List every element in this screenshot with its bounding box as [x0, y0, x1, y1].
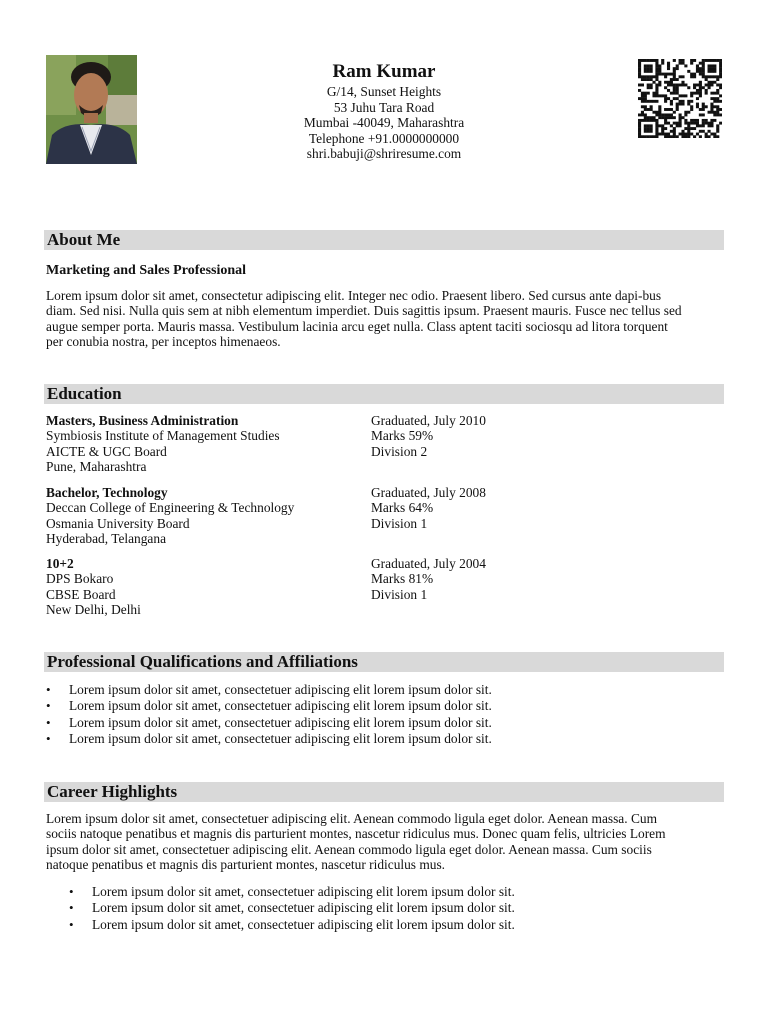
location: Hyderabad, Telangana: [46, 531, 167, 547]
career-line: Lorem ipsum dolor sit amet, consectetuer adipiscing elit. Aenean commodo ligula eget dolor. Aenean massa. Cum: [46, 811, 657, 826]
contact-header: [200, 60, 568, 162]
board: AICTE & UGC Board: [46, 443, 167, 459]
about-line: per conubia nostra, per inceptos himenaeos.: [46, 334, 281, 350]
list-item: • Lorem ipsum dolor sit amet, consectetuer adipiscing elit lorem ipsum dolor sit.: [92, 917, 712, 933]
location: Pune, Maharashtra: [46, 459, 147, 475]
institution: Deccan College of Engineering & Technology: [46, 500, 295, 516]
professional-headline: Marketing and Sales Professional: [46, 263, 247, 278]
telephone: Telephone +91.0000000000: [308, 130, 460, 146]
about-line: augue semper porta. Mauris massa. Vestibulum lacinia arcu eget nulla. Class aptent taciti sociosqu ad litora torquent: [46, 318, 668, 334]
institution: Symbiosis Institute of Management Studies: [46, 428, 280, 444]
graduation-date: Graduated, July 2004: [371, 556, 486, 571]
address-line: 53 Juhu Tara Road: [333, 99, 435, 115]
board: Osmania University Board: [46, 515, 190, 531]
division: Division 1: [371, 586, 428, 602]
education-details-bachelor: [371, 485, 671, 531]
career-line: natoque penatibus et magnis dis parturient montes, nascetur ridiculus mus.: [46, 857, 446, 873]
location: New Delhi, Delhi: [46, 602, 141, 618]
marks: Marks 59%: [371, 428, 434, 444]
degree: 10+2: [46, 556, 74, 571]
career-line: sociis natoque penatibus et magnis dis parturient montes, nascetur ridiculus mus. Donec quam felis, ultricies Lorem: [46, 826, 666, 842]
about-line: diam. Sed nisi. Nulla quis sem at nibh elementum imperdiet. Duis sagittis ipsum. Praesent mauris. Fusce nec tellus sed: [46, 303, 682, 319]
graduation-date: Graduated, July 2010: [371, 413, 486, 428]
address-line: G/14, Sunset Heights: [326, 84, 442, 99]
section-heading-qualifications: Professional Qualifications and Affiliations: [44, 652, 724, 672]
list-item: • Lorem ipsum dolor sit amet, consectetuer adipiscing elit lorem ipsum dolor sit.: [69, 715, 719, 731]
career-summary: [46, 811, 726, 873]
qualifications-list: [69, 682, 719, 747]
marks: Marks 81%: [371, 571, 434, 587]
list-item: • Lorem ipsum dolor sit amet, consectetuer adipiscing elit lorem ipsum dolor sit.: [92, 900, 712, 916]
email-address[interactable]: shri.babuji@shriresume.com: [306, 146, 462, 161]
qr-code-image: [638, 59, 722, 138]
list-item: • Lorem ipsum dolor sit amet, consectetuer adipiscing elit lorem ipsum dolor sit.: [69, 698, 719, 714]
graduation-date: Graduated, July 2008: [371, 485, 486, 500]
career-highlights-list: [92, 884, 712, 933]
profile-photo: [46, 55, 137, 164]
candidate-name: Ram Kumar: [332, 61, 436, 82]
section-heading-about: About Me: [44, 230, 724, 250]
degree: Masters, Business Administration: [46, 413, 239, 428]
section-heading-education: Education: [44, 384, 724, 404]
education-entry-masters: [46, 413, 366, 475]
degree: Bachelor, Technology: [46, 485, 168, 500]
institution: DPS Bokaro: [46, 571, 114, 587]
career-line: ipsum dolor sit amet, consectetuer adipiscing elit. Aenean commodo ligula eget dolor. Aenean massa. Cum sociis: [46, 841, 652, 857]
division: Division 2: [371, 443, 428, 459]
qr-code: [638, 59, 722, 138]
list-item: • Lorem ipsum dolor sit amet, consectetuer adipiscing elit lorem ipsum dolor sit.: [92, 884, 712, 900]
list-item: • Lorem ipsum dolor sit amet, consectetuer adipiscing elit lorem ipsum dolor sit.: [69, 731, 719, 747]
about-section: [46, 262, 726, 350]
about-line: Lorem ipsum dolor sit amet, consectetur adipiscing elit. Integer nec odio. Praesent libero. Sed cursus ante dapi-bus: [46, 288, 662, 303]
section-heading-career: Career Highlights: [44, 782, 724, 802]
division: Division 1: [371, 515, 428, 531]
education-entry-10-plus-2: [46, 556, 366, 618]
list-item: • Lorem ipsum dolor sit amet, consectetuer adipiscing elit lorem ipsum dolor sit.: [69, 682, 719, 698]
education-details-10-plus-2: [371, 556, 671, 602]
address-line: Mumbai -40049, Maharashtra: [303, 115, 465, 130]
education-details-masters: [371, 413, 671, 459]
profile-photo-image: [46, 55, 137, 164]
education-entry-bachelor: [46, 485, 366, 547]
board: CBSE Board: [46, 586, 116, 602]
marks: Marks 64%: [371, 500, 434, 516]
